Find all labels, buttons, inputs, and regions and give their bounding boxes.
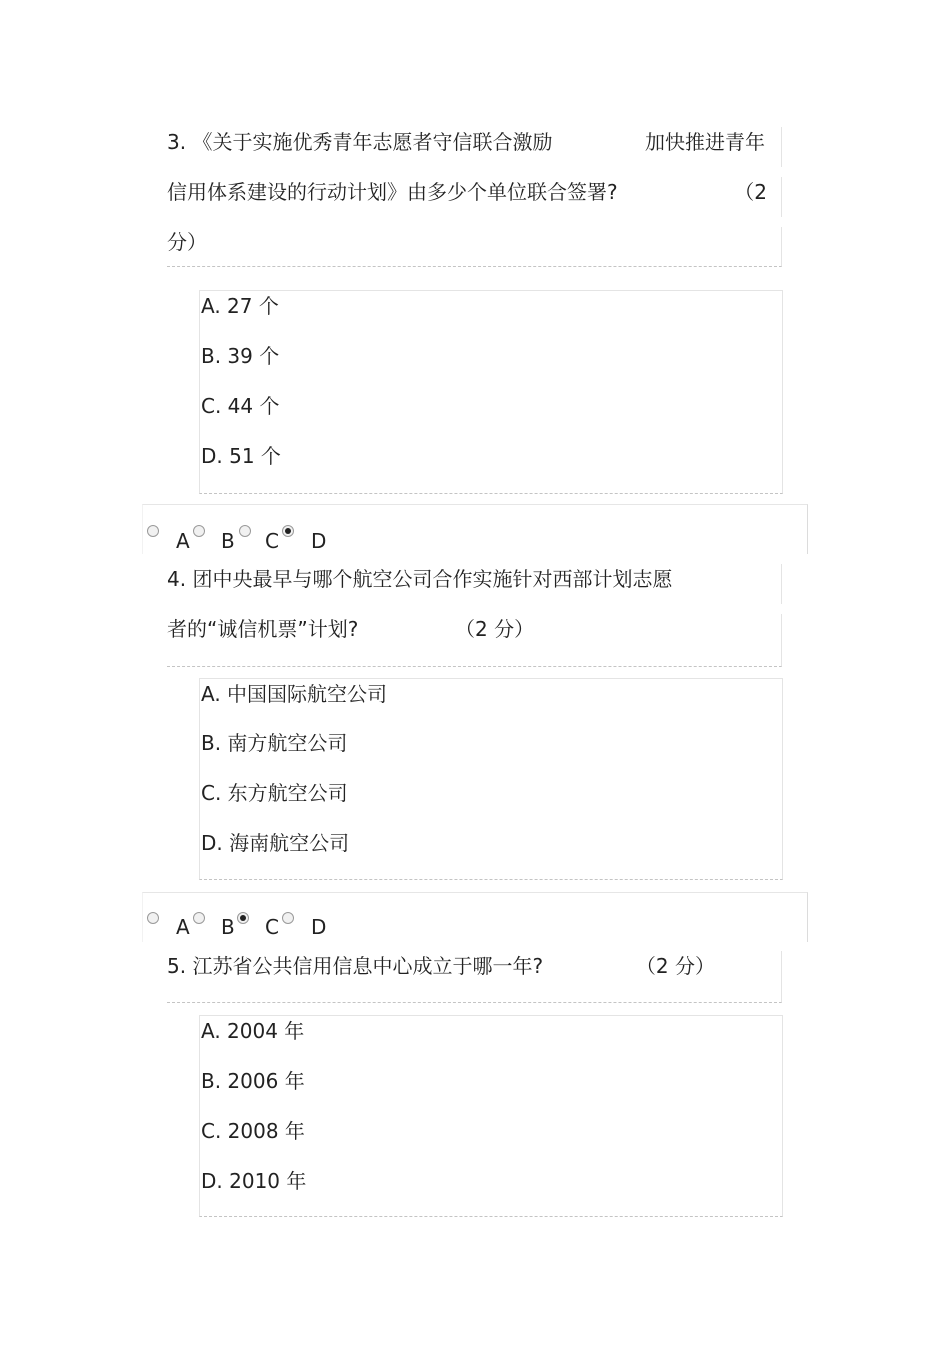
radio-label-a: A xyxy=(176,529,190,553)
question-score: （2 分） xyxy=(635,954,715,978)
option-b: B. 39 个 xyxy=(201,344,280,368)
radio-b[interactable] xyxy=(193,525,205,537)
question-score: 分） xyxy=(167,230,207,254)
option-d: D. 2010 年 xyxy=(201,1169,307,1193)
question-3-line-3 xyxy=(167,227,782,267)
radio-label-c: C xyxy=(265,529,279,553)
radio-a[interactable] xyxy=(147,525,159,537)
question-3-line-1 xyxy=(167,127,782,167)
question-text: 信用体系建设的行动计划》由多少个单位联合签署? xyxy=(167,180,618,204)
radio-a[interactable] xyxy=(147,912,159,924)
option-d: D. 海南航空公司 xyxy=(201,831,350,855)
question-text: 3. 《关于实施优秀青年志愿者守信联合激励 xyxy=(167,130,553,154)
radio-label-a: A xyxy=(176,915,190,939)
radio-b[interactable] xyxy=(193,912,205,924)
option-b: B. 南方航空公司 xyxy=(201,731,348,755)
radio-label-b: B xyxy=(221,915,235,939)
radio-label-d: D xyxy=(311,529,327,553)
answer-radio-group xyxy=(142,504,808,554)
radio-d-selected[interactable] xyxy=(282,525,294,537)
radio-label-d: D xyxy=(311,915,327,939)
question-3-line-2 xyxy=(167,177,782,217)
question-text: 4. 团中央最早与哪个航空公司合作实施针对西部计划志愿 xyxy=(167,567,673,591)
radio-c[interactable] xyxy=(239,525,251,537)
option-c: C. 44 个 xyxy=(201,394,280,418)
option-a: A. 27 个 xyxy=(201,294,279,318)
option-d: D. 51 个 xyxy=(201,444,281,468)
option-b: B. 2006 年 xyxy=(201,1069,305,1093)
option-c: C. 2008 年 xyxy=(201,1119,305,1143)
radio-label-c: C xyxy=(265,915,279,939)
options-box xyxy=(199,1015,783,1217)
question-4-line-1 xyxy=(167,564,782,604)
question-score: （2 分） xyxy=(455,617,535,641)
option-a: A. 2004 年 xyxy=(201,1019,305,1043)
question-text: 者的“诚信机票”计划? xyxy=(167,617,359,641)
question-text: 加快推进青年 xyxy=(645,130,765,154)
radio-c-selected[interactable] xyxy=(237,912,249,924)
question-4-line-2 xyxy=(167,614,782,667)
question-score: （2 xyxy=(734,180,767,204)
options-box xyxy=(199,290,783,494)
answer-radio-group xyxy=(142,892,808,942)
radio-d[interactable] xyxy=(282,912,294,924)
option-c: C. 东方航空公司 xyxy=(201,781,348,805)
option-a: A. 中国国际航空公司 xyxy=(201,682,388,706)
question-5-line-1 xyxy=(167,951,782,1003)
options-box xyxy=(199,678,783,880)
question-text: 5. 江苏省公共信用信息中心成立于哪一年? xyxy=(167,954,544,978)
radio-label-b: B xyxy=(221,529,235,553)
